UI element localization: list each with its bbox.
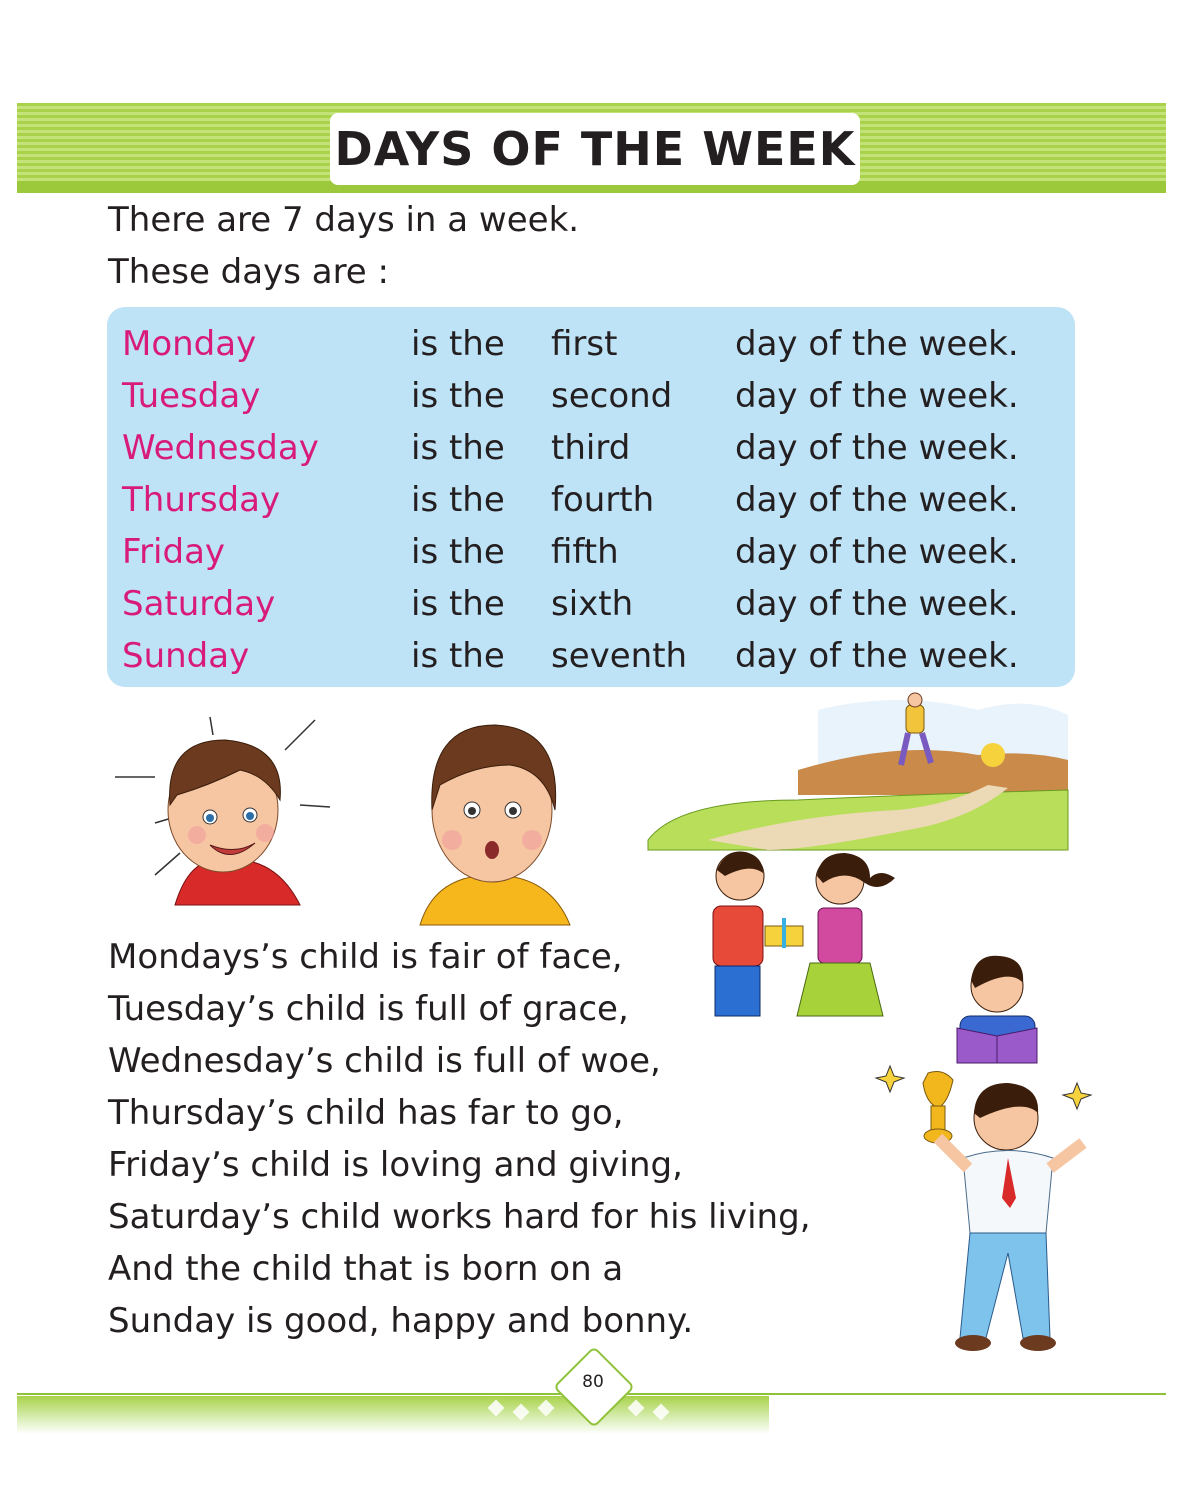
day-row — [107, 526, 1075, 578]
day-name: Friday — [122, 532, 226, 572]
days-table — [107, 307, 1075, 687]
surprised-boy-illustration — [410, 710, 575, 925]
walking-boy-landscape-illustration — [648, 690, 1068, 860]
day-row — [107, 474, 1075, 526]
day-suffix: day of the week. — [735, 480, 1019, 520]
day-row — [107, 370, 1075, 422]
poem-line: Sunday is good, happy and bonny. — [108, 1301, 694, 1341]
day-name: Saturday — [122, 584, 276, 624]
day-connector: is the — [411, 376, 505, 416]
day-suffix: day of the week. — [735, 584, 1019, 624]
day-ordinal: seventh — [551, 636, 688, 676]
day-ordinal: second — [551, 376, 673, 416]
day-name: Tuesday — [122, 376, 261, 416]
day-suffix: day of the week. — [735, 636, 1019, 676]
day-row — [107, 630, 1075, 682]
gift-exchange-children-illustration — [705, 848, 920, 1043]
day-name: Thursday — [122, 480, 281, 520]
day-ordinal: fifth — [551, 532, 619, 572]
intro-line-2: These days are : — [108, 252, 389, 292]
day-suffix: day of the week. — [735, 532, 1019, 572]
day-connector: is the — [411, 636, 505, 676]
poem-line: Tuesday’s child is full of grace, — [108, 989, 629, 1029]
day-ordinal: third — [551, 428, 631, 468]
boy-with-trophy-illustration — [868, 1058, 1103, 1358]
day-suffix: day of the week. — [735, 428, 1019, 468]
day-ordinal: sixth — [551, 584, 634, 624]
day-row — [107, 318, 1075, 370]
poem-line: Saturday’s child works hard for his living, — [108, 1197, 811, 1237]
boy-reading-book-illustration — [945, 948, 1050, 1063]
day-row — [107, 422, 1075, 474]
day-suffix: day of the week. — [735, 324, 1019, 364]
day-name: Sunday — [122, 636, 250, 676]
day-name: Monday — [122, 324, 257, 364]
smiling-boy-illustration — [115, 705, 325, 910]
day-connector: is the — [411, 428, 505, 468]
page-title: DAYS OF THE WEEK — [334, 122, 856, 176]
poem-line: And the child that is born on a — [108, 1249, 624, 1289]
day-connector: is the — [411, 324, 505, 364]
day-ordinal: first — [551, 324, 618, 364]
poem-line: Friday’s child is loving and giving, — [108, 1145, 683, 1185]
day-ordinal: fourth — [551, 480, 655, 520]
poem-line: Mondays’s child is fair of face, — [108, 937, 623, 977]
day-connector: is the — [411, 584, 505, 624]
day-connector: is the — [411, 480, 505, 520]
title-box — [330, 113, 860, 185]
poem-line: Wednesday’s child is full of woe, — [108, 1041, 661, 1081]
day-suffix: day of the week. — [735, 376, 1019, 416]
poem-line: Thursday’s child has far to go, — [108, 1093, 624, 1133]
day-name: Wednesday — [122, 428, 319, 468]
day-row — [107, 578, 1075, 630]
intro-line-1: There are 7 days in a week. — [108, 200, 580, 240]
day-connector: is the — [411, 532, 505, 572]
page-number: 80 — [582, 1372, 604, 1392]
